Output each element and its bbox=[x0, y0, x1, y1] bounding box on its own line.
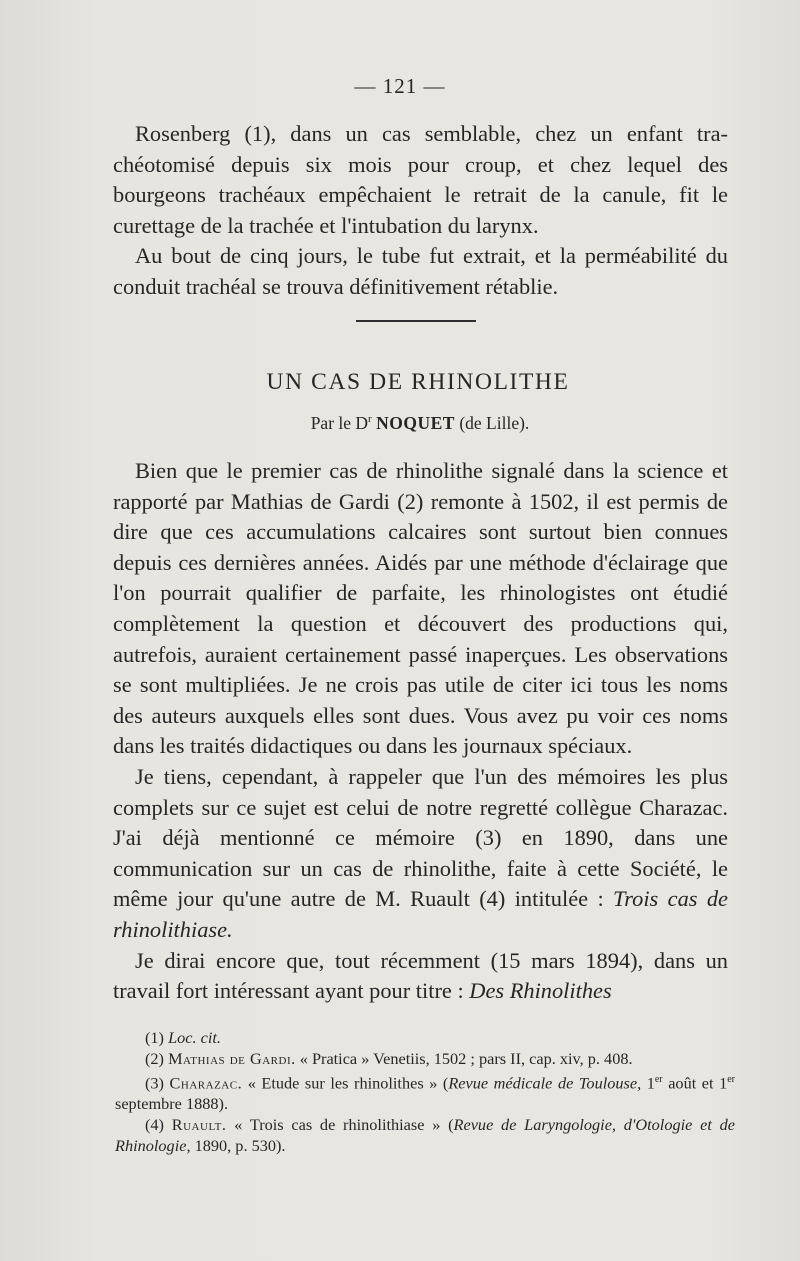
footnote-3 bbox=[115, 1069, 735, 1114]
footnote-3-day1: 1 bbox=[646, 1073, 655, 1093]
author-name: NOQUET bbox=[376, 413, 455, 433]
footnote-4 bbox=[115, 1114, 735, 1156]
page-number: — 121 — bbox=[354, 74, 446, 98]
footnote-3-number: (3) bbox=[145, 1073, 164, 1093]
footnote-2-text: « Pratica » Venetiis, 1502 ; pars II, cap. xiv, p. 408. bbox=[299, 1049, 633, 1068]
footnote-4-journal: Revue de Laryngologie, d'Otologie et de Rhinologie, bbox=[115, 1115, 735, 1156]
footnote-2 bbox=[115, 1048, 735, 1069]
footnote-1 bbox=[115, 1027, 735, 1048]
intro-section bbox=[113, 119, 728, 303]
article-paragraph-2 bbox=[113, 762, 728, 946]
footnote-3-author: Charazac. bbox=[169, 1073, 243, 1093]
footnote-1-number: (1) bbox=[145, 1028, 164, 1047]
byline-sup: r bbox=[368, 413, 372, 426]
section-divider bbox=[356, 320, 476, 322]
footnote-3-journal: Revue médicale de Toulouse, bbox=[448, 1073, 642, 1093]
intro-paragraph-2: Au bout de cinq jours, le tube fut extrait, et la perméabilité du conduit trachéal se trouva définitivement rétablie. bbox=[113, 243, 728, 299]
footnote-4-author: Ruault. bbox=[171, 1115, 227, 1135]
article-title: UN CAS DE RHINOLITHE bbox=[266, 369, 570, 395]
footnote-3-end: septembre 1888). bbox=[115, 1094, 229, 1114]
footnote-3-text: « Etude sur les rhinolithes » ( bbox=[247, 1073, 449, 1093]
footnote-3-sup2: er bbox=[727, 1074, 736, 1085]
article-paragraph-3-text: Je dirai encore que, tout récemment (15 mars 1894), dans un travail fort intéressant ayant pour titre : bbox=[113, 947, 728, 1004]
article-paragraph-3-italic: Des Rhinolithes bbox=[469, 978, 612, 1004]
intro-paragraph-1: Rosenberg (1), dans un cas semblable, chez un enfant trachéotomisé depuis six mois pour croup, et chez lequel des bourgeons trachéaux empêchaient le retrait de la canule, fit le curettage de la trachée et l'intubation du larynx. bbox=[113, 121, 728, 238]
footnote-3-mid: août et 1 bbox=[668, 1073, 728, 1093]
article-paragraph-2-italic: Trois cas de rhinolithiase. bbox=[113, 886, 728, 942]
footnote-2-author: Mathias de Gardi. bbox=[168, 1049, 296, 1068]
article-body bbox=[113, 456, 728, 1007]
article-paragraph-3 bbox=[113, 946, 728, 1007]
byline-prefix: Par le D bbox=[310, 413, 369, 433]
byline-suffix: (de Lille). bbox=[459, 413, 530, 433]
footnote-4-number: (4) bbox=[145, 1115, 164, 1135]
footnote-3-sup1: er bbox=[654, 1074, 663, 1085]
footnote-2-number: (2) bbox=[145, 1049, 164, 1068]
byline bbox=[0, 413, 800, 434]
article-paragraph-2-text: Je tiens, cependant, à rappeler que l'un des mémoires les plus complets sur ce sujet est celui de notre regretté collègue Charazac. J'ai déjà mentionné ce mémoire (3) en 1890, dans une communication sur un cas de rhinolithe, faite à cette Société, le même jour qu'une autre de M. Ruault (4) intitulée : bbox=[113, 763, 728, 912]
footnote-4-end: 1890, p. 530). bbox=[194, 1136, 286, 1156]
footnotes bbox=[115, 1027, 735, 1156]
article-paragraph-1: Bien que le premier cas de rhinolithe signalé dans la science et rapporté par Mathias de Gardi (2) remonte à 1502, il est permis de dire que ces accumulations calcaires sont surtout bien connues depuis ces dernières années. Aidés par une méthode d'éclairage que l'on pourrait qualifier de parfaite, les rhinologistes ont étudié complètement la question et découvert des productions qui, autrefois, auraient certainement passé inaperçues. Les observations se sont multipliées. Je ne crois pas utile de citer ici tous les noms des auteurs auxquels elles sont dues. Vous avez pu voir ces noms dans les traités didactiques ou dans les journaux spéciaux. bbox=[113, 458, 728, 759]
footnote-4-text: « Trois cas de rhinolithiase » ( bbox=[234, 1115, 454, 1135]
footnote-1-text: Loc. cit. bbox=[168, 1028, 221, 1047]
